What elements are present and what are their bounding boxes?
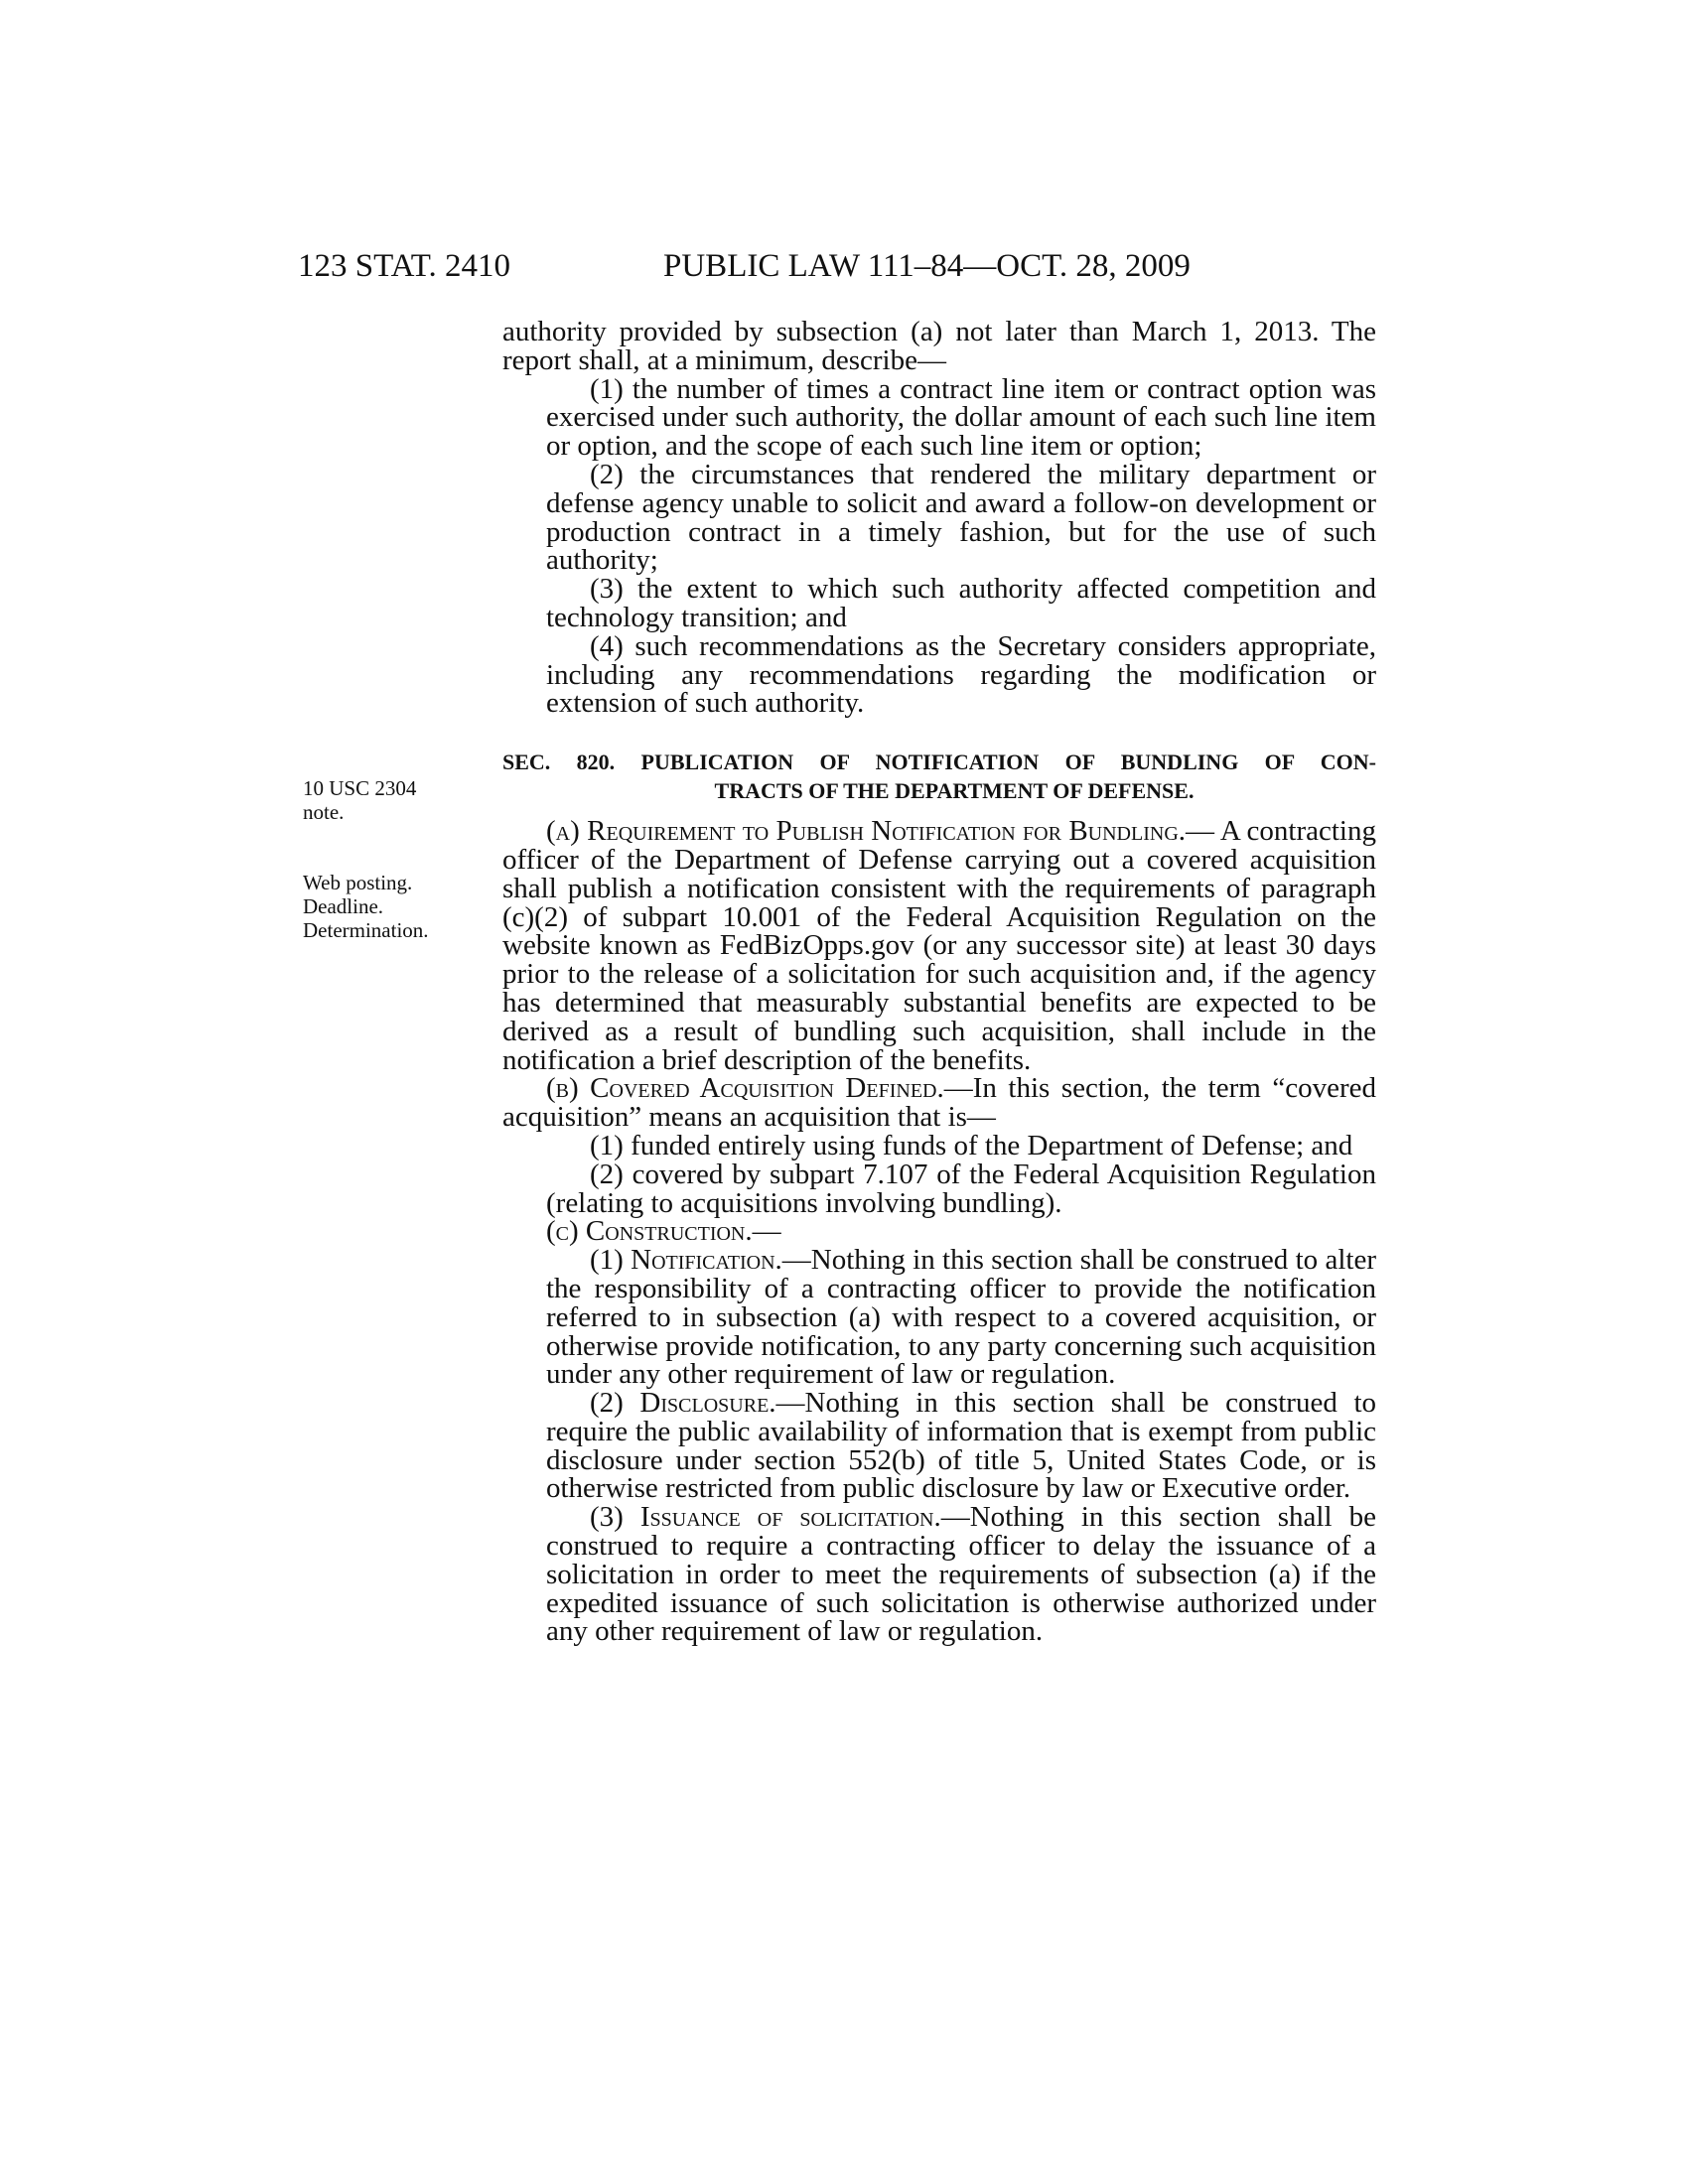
margin-note-keywords: [303, 871, 452, 942]
paragraph-heading: (2) Disclosure.—: [590, 1387, 805, 1420]
intro-paragraph: authority provided by subsection (a) not later than March 1, 2013. The report shall, at a minimum, describe—: [502, 316, 1376, 376]
subsection-c: [502, 1217, 1376, 1246]
subsection-heading: (a) Requirement to Publish Notification for Bundling.—: [546, 815, 1215, 848]
margin-note-line: note.: [303, 800, 345, 824]
paragraph-heading: (3) Issuance of solicitation.—: [590, 1501, 970, 1534]
paragraph-text: Nothing in this section shall be construed to require a contracting officer to delay the issuance of a solicitation in order to meet the requirements of subsection (a) if the expedited issuance of such solicitation is otherwise authorized under any other requirement of law or regulation.: [546, 1501, 1376, 1648]
subsection-heading: (b) Covered Acquisition Defined.—: [546, 1072, 973, 1105]
list-item: (4) such recommendations as the Secretary considers appropriate, including any recommendations regarding the modification or extension of such authority.: [546, 629, 1376, 720]
list-item: (2) covered by subpart 7.107 of the Federal Acquisition Regulation (relating to acquisitions involving bundling).: [546, 1158, 1376, 1219]
subsection-heading: (c) Construction.—: [546, 1215, 781, 1248]
section-heading-line: TRACTS OF THE DEPARTMENT OF DEFENSE.: [714, 778, 1195, 804]
paragraph-c3: [502, 1503, 1376, 1646]
paragraph-text: Nothing in this section shall be construed to require the public availability of information that is exempt from public disclosure under section 552(b) of title 5, United States Code, or is otherwise restricted from public disclosure by law or Executive order.: [546, 1387, 1376, 1505]
margin-note-line: 10 USC 2304: [303, 776, 417, 800]
document-body: [502, 318, 1376, 1646]
list-item: (3) the extent to which such authority affected competition and technology transition; and: [546, 573, 1376, 633]
running-title: PUBLIC LAW 111–84—OCT. 28, 2009: [663, 248, 1191, 284]
margin-note-line: Web posting.: [303, 871, 413, 894]
list-item: (1) the number of times a contract line item or contract option was exercised under such authority, the dollar amount of each such line item or option, and the scope of each such line item or option;: [546, 372, 1376, 463]
section-heading-line: SEC. 820. PUBLICATION OF NOTIFICATION OF BUNDLING OF CON-: [502, 750, 1376, 775]
paragraph-heading: (1) Notification.—: [590, 1244, 811, 1277]
subsection-text: A contracting officer of the Department of Defense carrying out a covered acquisition shall publish a notification consistent with the requirements of paragraph (c)(2) of subpart 10.001 of the Federal Acquisition Regulation on the website known as FedBizOpps.gov (or any successor site) at least 30 days prior to the release of a solicitation for such acquisition and, if the agency has determined that measurably substantial benefits are expected to be derived as a result of bundling such acquisition, shall include in the notification a brief description of the benefits.: [502, 815, 1376, 1076]
subsection-b: [502, 1074, 1376, 1132]
statute-page-number: 123 STAT. 2410: [298, 248, 511, 284]
subsection-a: [502, 817, 1376, 1074]
margin-note-citation: [303, 776, 452, 824]
paragraph-c2: [502, 1389, 1376, 1503]
paragraph-text: Nothing in this section shall be construed to alter the responsibility of a contracting officer to provide the notification referred to in subsection (a) with respect to a covered acquisition, or otherwise provide notification, to any party concerning such acquisition under any other requirement of law or regulation.: [546, 1244, 1376, 1391]
subsection-text: In this section, the term “covered acquisition” means an acquisition that is—: [502, 1072, 1376, 1134]
margin-note-line: Deadline.: [303, 894, 384, 918]
section-heading: [502, 748, 1376, 805]
paragraph-c1: [502, 1246, 1376, 1389]
list-item: (1) funded entirely using funds of the Department of Defense; and: [590, 1129, 1353, 1161]
margin-note-line: Determination.: [303, 918, 429, 942]
list-item: (2) the circumstances that rendered the military department or defense agency unable to solicit and award a follow-on development or production contract in a timely fashion, but for the use of such authority;: [546, 458, 1376, 577]
page-header: [298, 246, 1380, 286]
